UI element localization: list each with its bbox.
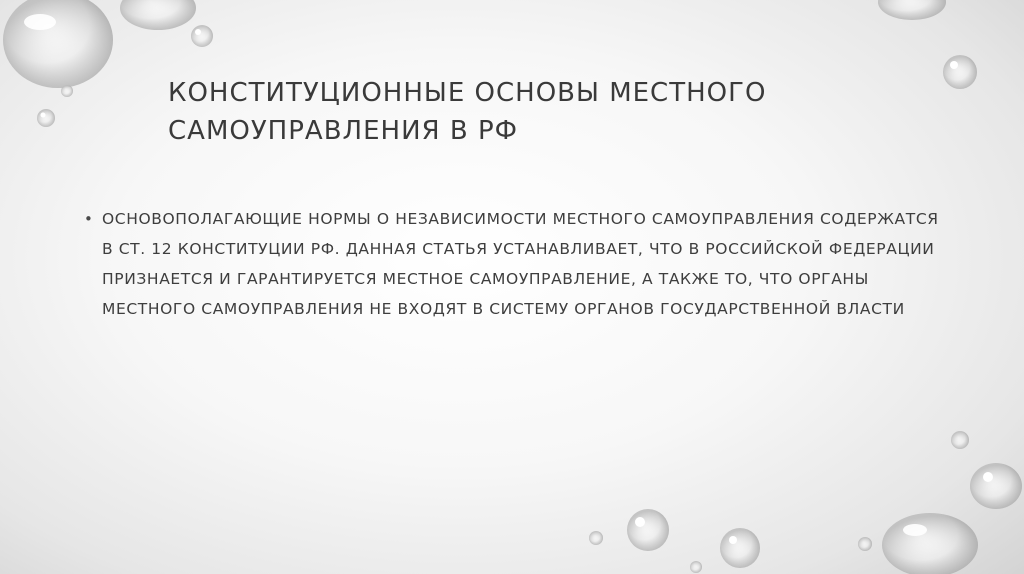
slide-title: КОНСТИТУЦИОННЫЕ ОСНОВЫ МЕСТНОГО САМОУПРАВЛЕНИЯ В РФ xyxy=(168,78,767,146)
droplet xyxy=(943,55,977,89)
droplet xyxy=(61,85,73,97)
droplet xyxy=(627,509,669,551)
bullet-item xyxy=(82,204,942,324)
droplet xyxy=(3,0,113,88)
droplet xyxy=(951,431,969,449)
droplet xyxy=(690,561,702,573)
droplet xyxy=(878,0,946,20)
droplet xyxy=(589,531,603,545)
droplet xyxy=(970,463,1022,509)
bullet-list xyxy=(82,204,942,324)
droplet xyxy=(37,109,55,127)
bullet-text: ОСНОВОПОЛАГАЮЩИЕ НОРМЫ О НЕЗАВИСИМОСТИ МЕСТНОГО САМОУПРАВЛЕНИЯ СОДЕРЖАТСЯ В СТ. 12 КОНСТИТУЦИИ РФ. ДАННАЯ СТАТЬЯ УСТАНАВЛИВАЕТ, ЧТО В РОССИЙСКОЙ ФЕДЕРАЦИИ ПРИЗНАЕТСЯ И ГАРАНТИРУЕТСЯ МЕСТНОЕ САМОУПРАВЛЕНИЕ, А ТАКЖЕ ТО, ЧТО ОРГАНЫ МЕСТНОГО САМОУПРАВЛЕНИЯ НЕ ВХОДЯТ В СИСТЕМУ ОРГАНОВ ГОСУДАРСТВЕННОЙ ВЛАСТИ xyxy=(102,210,939,318)
droplet xyxy=(120,0,196,30)
droplet xyxy=(882,513,978,574)
droplet xyxy=(191,25,213,47)
droplet xyxy=(720,528,760,568)
droplet xyxy=(858,537,872,551)
bullet-icon: • xyxy=(84,210,94,228)
